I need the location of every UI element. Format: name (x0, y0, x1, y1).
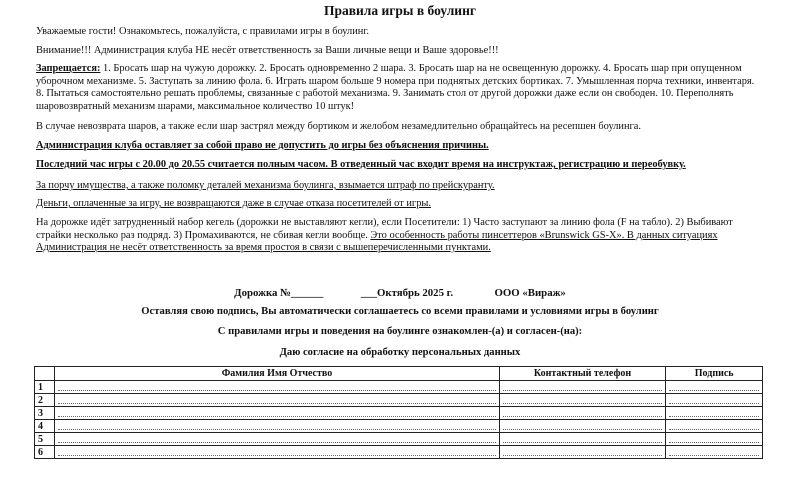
row-number: 1 (35, 381, 55, 394)
name-cell[interactable] (55, 381, 499, 394)
row-number: 2 (35, 394, 55, 407)
phone-cell[interactable] (499, 433, 666, 446)
company-name: ООО «Вираж» (494, 287, 566, 299)
lane-date-company-line (0, 287, 800, 299)
damage-notice: За порчу имущества, а также поломку деталей механизма боулинга, взымается штраф по прейскуранту. (36, 180, 495, 191)
table-row (35, 433, 763, 446)
table-header-phone: Контактный телефон (499, 367, 666, 381)
row-number: 3 (35, 407, 55, 420)
signature-cell[interactable] (666, 420, 763, 433)
signature-cell[interactable] (666, 407, 763, 420)
signature-cell[interactable] (666, 394, 763, 407)
acquainted-statement: С правилами игры и поведения на боулинге ознакомлен-(а) и согласен-(на): (217, 326, 583, 337)
money-notice: Деньги, оплаченные за игру, не возвращаются даже в случае отказа посетителей от игры. (36, 198, 431, 209)
phone-cell[interactable] (499, 407, 666, 420)
name-cell[interactable] (55, 446, 499, 459)
lane-label: Дорожка №______ (234, 287, 324, 299)
pinsetter-notice (36, 217, 761, 255)
row-number: 4 (35, 420, 55, 433)
signature-table (34, 366, 763, 459)
table-header-number (35, 367, 55, 381)
greeting: Уважаемые гости! Ознакомьтесь, пожалуйста, с правилами игры в боулинг. (36, 26, 370, 37)
prohibited-rules (36, 63, 761, 113)
ball-stuck-notice: В случае невозврата шаров, а также если шар застрял между бортиком и желобом незамедлительно обращайтесь на ресепшен боулинга. (36, 121, 641, 132)
phone-cell[interactable] (499, 381, 666, 394)
row-number: 5 (35, 433, 55, 446)
signature-cell[interactable] (666, 381, 763, 394)
table-header-row (35, 367, 763, 381)
name-cell[interactable] (55, 394, 499, 407)
prohibited-text: 1. Бросать шар на чужую дорожку. 2. Бросать одновременно 2 шара. 3. Бросать шар на не освещенную дорожку. 4. Бросать шар при опущенном уборочном механизме. 5. Заступать за линию фола. 6. Играть шаром больше 9 номера при поднятых детских бортиках. 7. Умышленная порча техники, инвентаря. 8. Пытаться самостоятельно решать проблемы, связанные с работой механизма. 9. Занимать стол от другой дорожки даже если он свободен. 10. Переполнять шаровозвратный механизм шарами, максимальное количество 10 штук! (36, 63, 755, 112)
personal-data-consent: Даю согласие на обработку персональных данных (279, 347, 521, 358)
signature-cell[interactable] (666, 446, 763, 459)
table-row (35, 394, 763, 407)
prohibited-label: Запрещается: (36, 63, 101, 74)
table-header-name: Фамилия Имя Отчество (55, 367, 499, 381)
row-number: 6 (35, 446, 55, 459)
table-header-signature: Подпись (666, 367, 763, 381)
pinsetter-underlined: Это особенность работы пинсеттеров «Brunswick GS-X». В данных ситуациях Администрация не несёт ответственность за время простоя в связи с вышеперечисленными пунктами. (36, 229, 718, 254)
name-cell[interactable] (55, 420, 499, 433)
table-row (35, 420, 763, 433)
phone-cell[interactable] (499, 420, 666, 433)
signature-cell[interactable] (666, 433, 763, 446)
phone-cell[interactable] (499, 394, 666, 407)
admin-right-notice: Администрация клуба оставляет за собой право не допустить до игры без объяснения причины. (36, 140, 489, 151)
warning-text: Внимание!!! Администрация клуба НЕ несёт ответственность за Ваши личные вещи и Ваше здоровье!!! (36, 45, 499, 56)
pinsetter-text: На дорожке идёт затрудненный набор кегель (дорожки не выставляют кегли), если Посетители: 1) Часто заступают за линию фола (F на табло). 2) Выбивают страйки несколько раз подряд. 3) Промахиваются, не сбивая кегли вообще. (36, 217, 733, 241)
date-label: ___Октябрь 2025 г. (360, 287, 454, 299)
page-title: Правила игры в боулинг (323, 3, 476, 18)
last-hour-notice: Последний час игры с 20.00 до 20.55 считается полным часом. В отведенный час входит время на инструктаж, регистрацию и переобувку. (36, 159, 686, 170)
table-row (35, 381, 763, 394)
name-cell[interactable] (55, 407, 499, 420)
consent-signature: Оставляя свою подпись, Вы автоматически соглашаетесь со всеми правилами и условиями игры в боулинг (141, 306, 659, 317)
name-cell[interactable] (55, 433, 499, 446)
table-row (35, 407, 763, 420)
table-row (35, 446, 763, 459)
phone-cell[interactable] (499, 446, 666, 459)
